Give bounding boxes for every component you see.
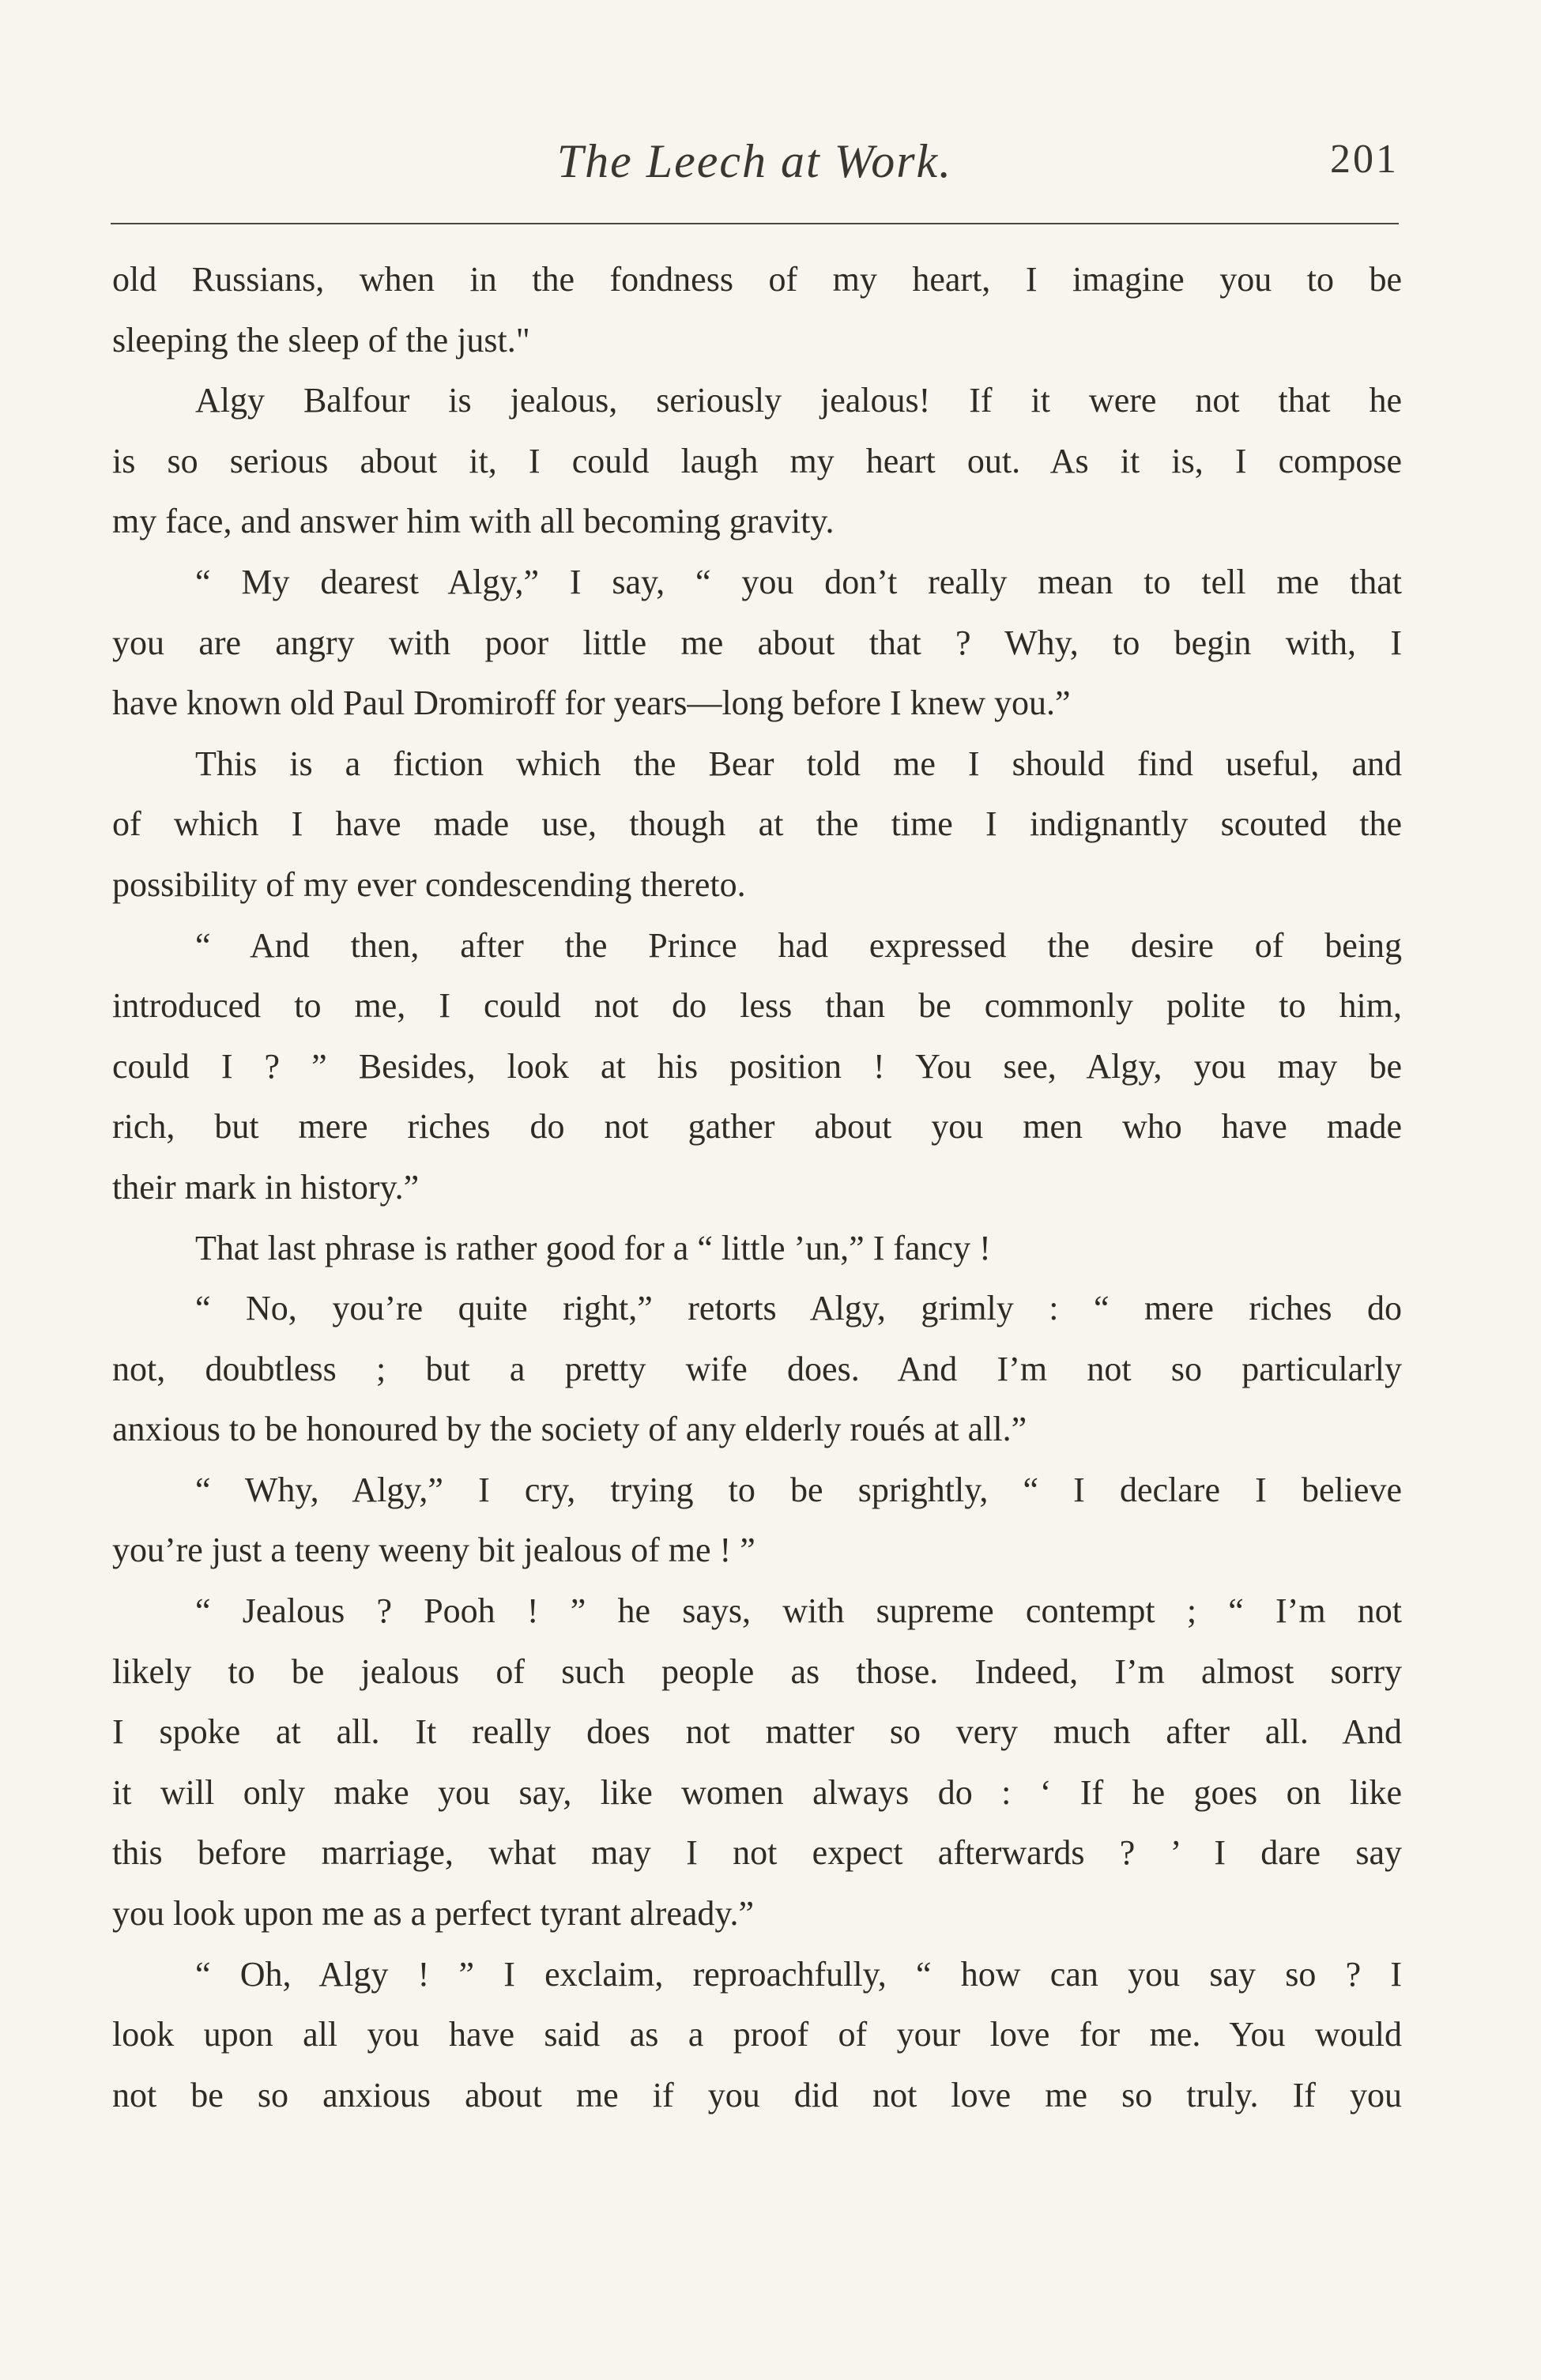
text-line: not, doubtless ; but a pretty wife does. And I’m not so particularly (112, 1349, 1402, 1388)
header-rule (111, 223, 1399, 224)
text-line: you’re just a teeny weeny bit jealous of me ! ” (112, 1531, 755, 1570)
text-line: their mark in history.” (112, 1167, 420, 1207)
text-line: possibility of my ever condescending thereto. (112, 864, 746, 904)
text-line: could I ? ” Besides, look at his position ! You see, Algy, you may be (112, 1046, 1402, 1086)
running-head (111, 134, 1399, 198)
text-line: “ Why, Algy,” I cry, trying to be sprightly, “ I declare I believe (195, 1470, 1402, 1509)
text-line: look upon all you have said as a proof of your love for me. You would (112, 2015, 1402, 2054)
text-line: anxious to be honoured by the society of any elderly roués at all.” (112, 1410, 1027, 1449)
text-line: my face, and answer him with all becoming gravity. (112, 502, 835, 541)
text-line: That last phrase is rather good for a “ little ’un,” I fancy ! (195, 1228, 991, 1267)
text-line: Algy Balfour is jealous, seriously jealous! If it were not that he (195, 381, 1402, 420)
text-line: rich, but mere riches do not gather about you men who have made (112, 1107, 1402, 1147)
text-line: “ Jealous ? Pooh ! ” he says, with supreme contempt ; “ I’m not (195, 1591, 1402, 1631)
text-line: “ And then, after the Prince had expressed the desire of being (195, 925, 1402, 965)
text-line: This is a fiction which the Bear told me I should find useful, and (195, 744, 1402, 783)
text-line: introduced to me, I could not do less than be commonly polite to him, (112, 986, 1402, 1026)
text-line: likely to be jealous of such people as those. Indeed, I’m almost sorry (112, 1651, 1402, 1691)
text-line: “ My dearest Algy,” I say, “ you don’t really mean to tell me that (195, 562, 1402, 601)
text-line: old Russians, when in the fondness of my heart, I imagine you to be (112, 260, 1402, 299)
text-line: sleeping the sleep of the just." (112, 320, 530, 360)
text-line: not be so anxious about me if you did not love me so truly. If you (112, 2075, 1402, 2115)
body-text (112, 250, 1402, 2126)
chapter-title: The Leech at Work. (556, 135, 953, 187)
text-line: “ Oh, Algy ! ” I exclaim, reproachfully, “ how can you say so ? I (195, 1954, 1402, 1994)
page-number: 201 (1330, 137, 1399, 182)
text-line: of which I have made use, though at the time I indignantly scouted the (112, 804, 1402, 844)
text-line: I spoke at all. It really does not matter so very much after all. And (112, 1712, 1402, 1752)
text-line: is so serious about it, I could laugh my heart out. As it is, I compose (112, 441, 1402, 480)
text-line: you are angry with poor little me about that ? Why, to begin with, I (112, 623, 1402, 662)
text-line: you look upon me as a perfect tyrant already.” (112, 1894, 755, 1934)
text-line: “ No, you’re quite right,” retorts Algy, grimly : “ mere riches do (195, 1289, 1402, 1328)
text-line: this before marriage, what may I not expect afterwards ? ’ I dare say (112, 1833, 1402, 1873)
text-line: have known old Paul Dromiroff for years—long before I knew you.” (112, 683, 1071, 723)
text-line: it will only make you say, like women always do : ‘ If he goes on like (112, 1772, 1402, 1812)
